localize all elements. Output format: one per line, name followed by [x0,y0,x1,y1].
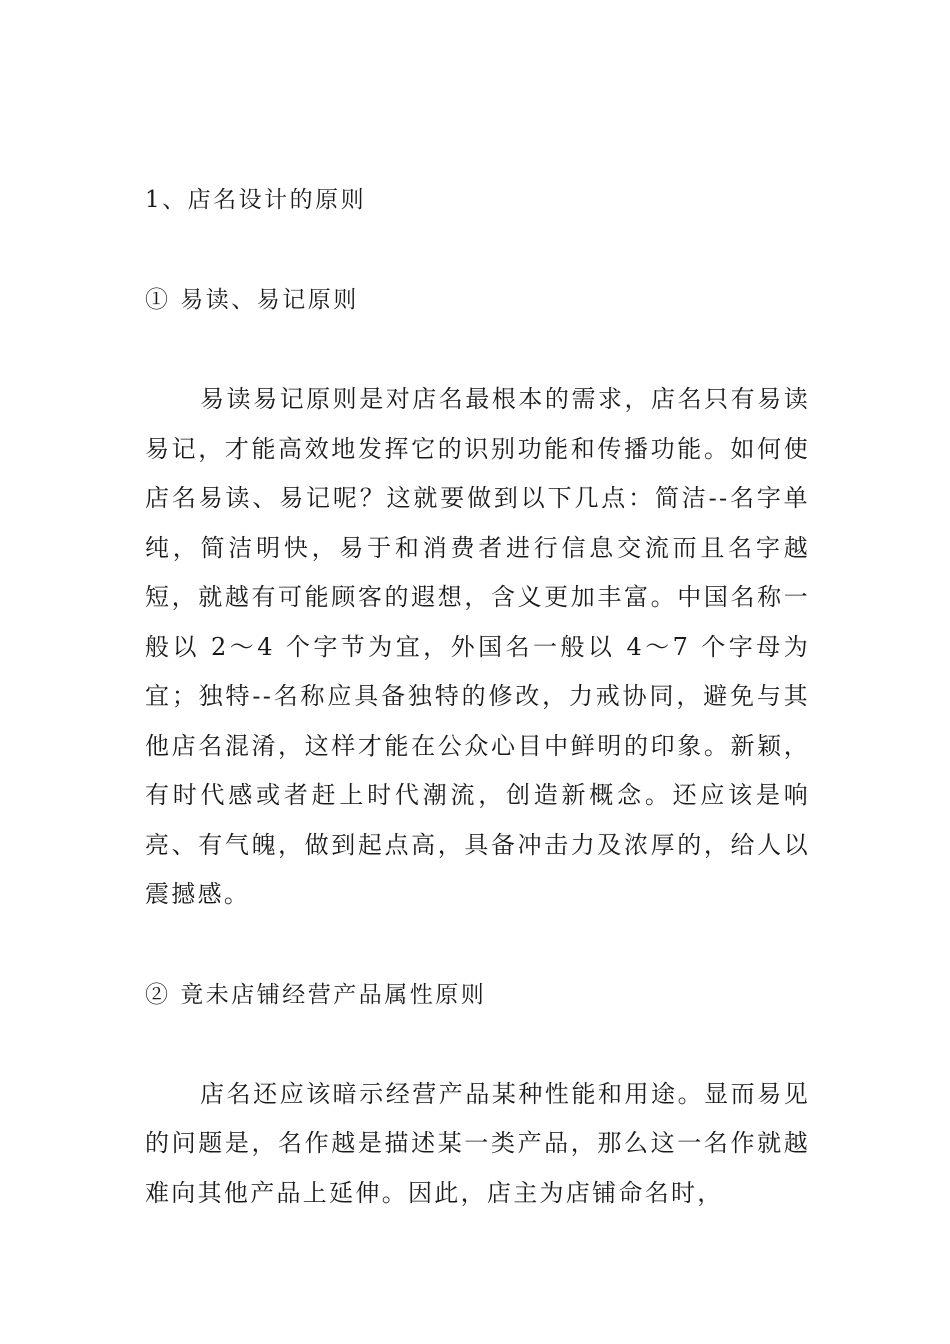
principle-1-paragraph: 易读易记原则是对店名最根本的需求，店名只有易读易记，才能高效地发挥它的识别功能和传播功能。如何使店名易读、易记呢？这就要做到以下几点：简洁--名字单纯，简洁明快，易于和消费者进行信息交流而且名字越短，就越有可能顾客的遐想，含义更加丰富。中国名称一般以 2～4 个字节为宜，外国名一般以 4～7 个字母为宜；独特--名称应具备独特的修改，力戒协同，避免与其他店名混淆，这样才能在公众心目中鲜明的印象。新颖，有时代感或者赶上时代潮流，创造新概念。还应该是响亮、有气魄，做到起点高，具备冲击力及浓厚的，给人以震撼感。 [145,385,810,908]
principle-1-title: ① 易读、易记原则 [145,287,359,313]
section-title: 1、店名设计的原则 [145,187,367,213]
principle-2-title: ② 竟未店铺经营产品属性原则 [145,981,487,1008]
document-body [145,175,810,1268]
principle-2-paragraph: 店名还应该暗示经营产品某种性能和用途。显而易见的问题是，名作越是描述某一类产品，那么这一名作就越难向其他产品上延伸。因此，店主为店铺命名时， [145,1079,810,1207]
